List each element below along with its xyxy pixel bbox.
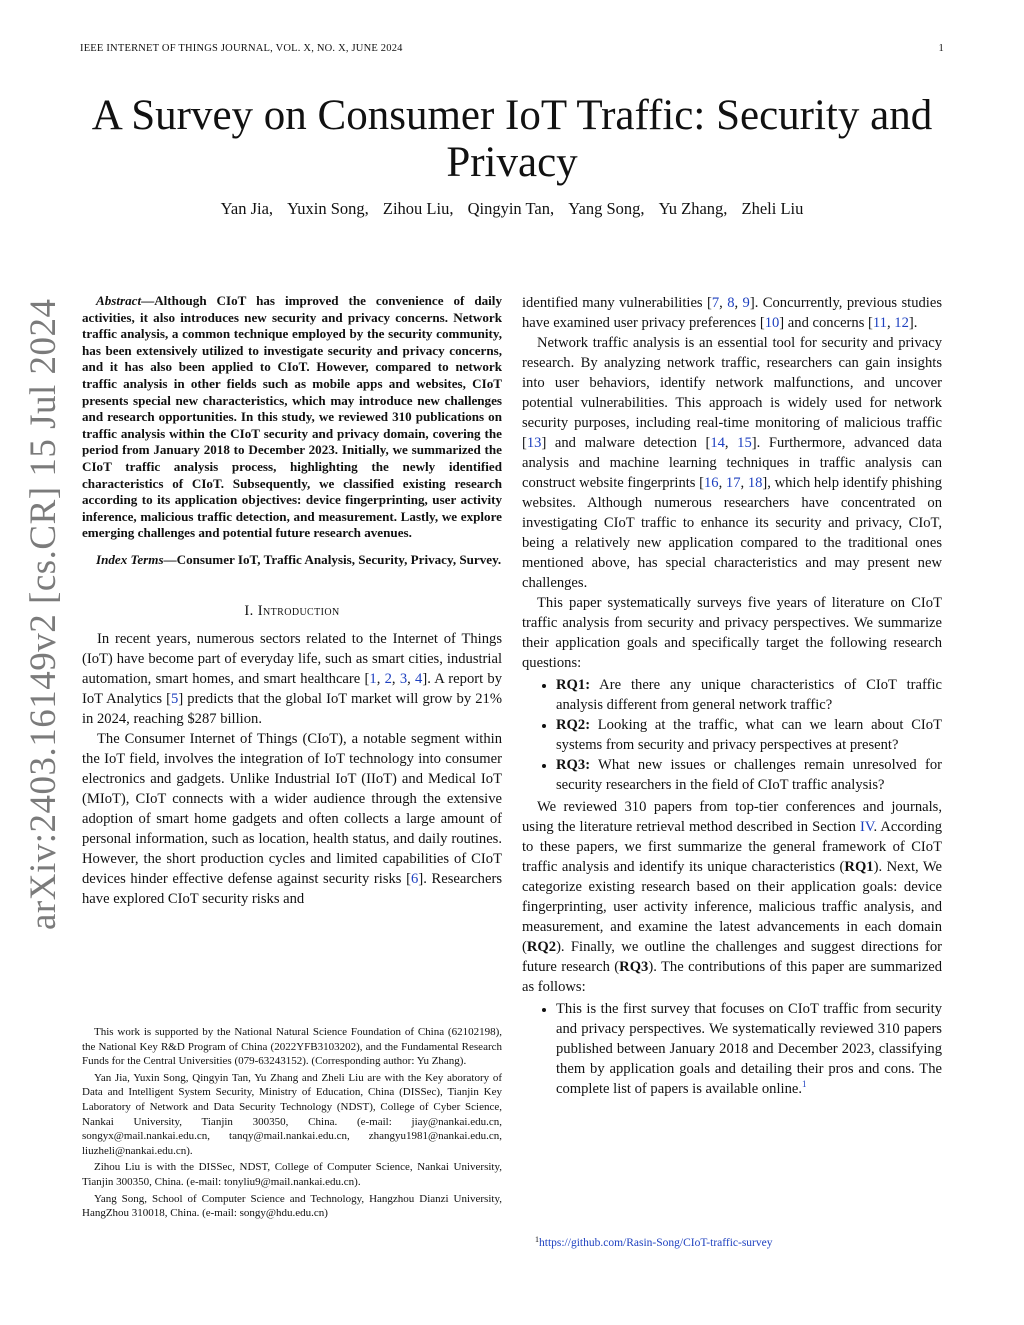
index-terms-label: Index Terms: [96, 551, 164, 567]
rq-ref: RQ2: [526, 939, 557, 955]
text-run: Network traffic analysis is an essential tool for security and privacy research. By analyzing network traffic, researchers can gain insights into user behaviors, identify network malfunctions, and uncover potential vulnerabilities. This approach is widely used for network security purposes, including real-time monitoring of malicious traffic [: [522, 335, 942, 451]
citation-link[interactable]: 17: [725, 475, 741, 491]
text-run: ]. Concurrently, previous studies have examined user privacy preferences [: [522, 295, 943, 331]
citation-link[interactable]: 11: [872, 315, 887, 331]
citation-link[interactable]: 14: [710, 435, 725, 451]
text-run: ). Finally, we outline the challenges and suggest directions for future research (: [522, 939, 942, 975]
text-run: We reviewed 310 papers from top-tier conferences and journals, using the literature retrieval method described in Section: [522, 799, 942, 835]
right-column: [522, 293, 942, 1101]
text-run: identified many vulnerabilities [: [522, 295, 712, 311]
author: Qingyin Tan,: [467, 199, 555, 218]
rq-label: RQ3:: [556, 757, 591, 773]
research-questions-list: [522, 675, 942, 795]
text-run: ]. Furthermore, advanced data analysis and machine learning techniques in traffic analysis can construct website fingerprints [: [522, 435, 943, 491]
footnote-affiliation: Yang Song, School of Computer Science and Technology, Hangzhou Dianzi University, HangZhou 310018, China. (e-mail: songy@hdu.edu.cn): [82, 1192, 502, 1220]
right-paragraph-2: Network traffic analysis is an essential tool for security and privacy research. By analyzing network traffic, researchers can gain insights into user behaviors, identify network malfunctions, and uncover potential vulnerabilities. This approach is widely used for network security purposes, including real-time monitoring of malicious traffic [13] and malware detection [14, 15]. Furthermore, advanced data analysis and machine learning techniques in traffic analysis can construct website fingerprints [16, 17, 18], which help identify phishing websites. Although numerous researchers have concentrated on investigating CIoT traffic to enhance its security and privacy, CIoT, being a relatively new application compared to the traditional ones mentioned above, has special characteristics and may present new challenges.: [522, 335, 943, 591]
journal-header: IEEE INTERNET OF THINGS JOURNAL, VOL. X, NO. X, JUNE 2024: [80, 43, 403, 54]
author: Yan Jia,: [220, 199, 274, 218]
text-run: ] and malware detection [: [541, 435, 711, 451]
github-link[interactable]: https://github.com/Rasin-Song/CIoT-traffic-survey: [539, 1237, 773, 1249]
right-paragraph-4: [522, 797, 942, 997]
footnote-affiliation: Yan Jia, Yuxin Song, Qingyin Tan, Yu Zhang and Zheli Liu are with the Key aboratory of Data and Intelligent System Security, Ministry of Education, China (DISSec), Tianjin Key Laboratory of Network and Data Security Technology (NDST), College of Cyber Science, Nankai University, Tianjin 300350, China. (e-mail: jiay@nankai.edu.cn, songyx@mail.nankai.edu.cn, tanqy@mail.nankai.edu.cn, zhangyu1981@nankai.edu.cn, liuzheli@nankai.edu.cn).: [82, 1071, 502, 1157]
list-item: [556, 755, 942, 795]
rq-ref: RQ1: [844, 859, 874, 875]
citation-link[interactable]: 18: [747, 475, 763, 491]
citation-link[interactable]: 3: [399, 670, 408, 687]
citation-link[interactable]: 10: [764, 315, 780, 331]
section-heading-introduction: [82, 601, 502, 621]
text-run: In recent years, numerous sectors related to the Internet of Things (IoT) have become part of everyday life, such as smart cities, industrial automation, smart homes, and smart healthcare [: [82, 630, 502, 687]
citation-link[interactable]: 4: [415, 670, 423, 687]
list-item: [556, 675, 942, 715]
index-terms-text: —Consumer IoT, Traffic Analysis, Security, Privacy, Survey.: [163, 551, 502, 567]
author: Yuxin Song,: [287, 199, 369, 218]
intro-paragraph-1: In recent years, numerous sectors related to the Internet of Things (IoT) have become part of everyday life, such as smart cities, industrial automation, smart homes, and smart healthcare [1, 2, 3, 4]. A report by IoT Analytics [5] predicts that the global IoT market will grow by 21% in 2024, reaching $287 billion.: [82, 630, 503, 727]
text-run: ). Next, We categorize existing research based on their application goals: device fingerprinting, user activity inference, malicious traffic analysis, and measurement, and examine the latest advancements in each domain (: [522, 859, 942, 955]
index-terms: [82, 552, 502, 569]
text-run: The Consumer Internet of Things (CIoT), a notable segment within the IoT field, involves the integration of IoT technology into consumer electronics and gadgets. Unlike Industrial IoT (IIoT) and Medical IoT (MIoT), CIoT connects with a wider audience through the extensive adoption of smart home gadgets and often collects a large amount of personal information, such as location, health status, and daily routines. However, the short production cycles and limited capabilities of CIoT devices hinder effective defense against security risks [: [82, 730, 502, 887]
citation-link[interactable]: 8: [727, 295, 735, 311]
intro-paragraph-2: [82, 729, 502, 909]
arxiv-stamp: arXiv:2403.16149v2 [cs.CR] 15 Jul 2024: [23, 298, 64, 930]
rq-text: Looking at the traffic, what can we learn about CIoT systems from security and privacy perspectives at present?: [556, 717, 942, 753]
text-run: ] and concerns [: [779, 315, 873, 331]
text-run: ). The contributions of this paper are summarized as follows:: [522, 959, 943, 995]
citation-link[interactable]: 6: [411, 870, 419, 887]
rq-label: RQ1:: [556, 677, 591, 693]
right-paragraph-3: This paper systematically surveys five years of literature on CIoT traffic analysis from security and privacy perspectives. We summarize their application goals and specifically target the following research questions:: [522, 595, 942, 671]
paper-title: A Survey on Consumer IoT Traffic: Security and Privacy: [91, 92, 933, 186]
link-footnote: [535, 1235, 773, 1249]
author-list: [60, 199, 964, 219]
list-item: [556, 999, 942, 1099]
text-run: . According to these papers, we first summarize the general framework of CIoT traffic analysis and identify its unique characteristics (: [522, 819, 942, 875]
text-run: ]. A report by IoT Analytics [: [82, 670, 503, 707]
rq-text: Are there any unique characteristics of CIoT traffic analysis different from general network traffic?: [556, 677, 942, 713]
abstract-text: —Although CIoT has improved the convenience of daily activities, it also introduces new security and privacy concerns. Network traffic analysis, a common technique employed by the security community, has been extensively utilized to investigate security and privacy concerns, and it has also been applied to CIoT. However, compared to network traffic analysis in other fields such as mobile apps and websites, CIoT presents special new characteristics, which may introduce new challenges and research opportunities. In this study, we reviewed 310 publications on traffic analysis within the CIoT security and privacy domain, covering the period from January 2018 to December 2023. Initially, we summarized the CIoT traffic analysis process, highlighting the newly identified characteristics of CIoT. Subsequently, we classified existing research according to its application objectives: device fingerprinting, user activity inference, malicious traffic detection, and measurement. Lastly, we explore emerging challenges and potential future research avenues.: [82, 293, 502, 541]
page-number: 1: [938, 43, 944, 54]
citation-link[interactable]: 16: [704, 475, 719, 491]
text-run: ] predicts that the global IoT market will grow by 21% in 2024, reaching $287 billion.: [82, 690, 502, 727]
citation-link[interactable]: 9: [742, 295, 750, 311]
citation-link[interactable]: 2: [384, 670, 392, 687]
right-paragraph-1: identified many vulnerabilities [7, 8, 9]. Concurrently, previous studies have examined user privacy preferences [10] and concerns [11, 12].: [522, 295, 943, 331]
footnote-marker[interactable]: 1: [802, 1079, 807, 1089]
section-link[interactable]: IV: [859, 819, 874, 835]
rq-text: What new issues or challenges remain unresolved for security researchers in the field of CIoT traffic analysis?: [556, 757, 942, 793]
author: Zheli Liu: [741, 199, 804, 218]
citation-link[interactable]: 15: [737, 435, 752, 451]
citation-link[interactable]: 13: [526, 435, 542, 451]
author: Yu Zhang,: [658, 199, 728, 218]
footnote-funding: This work is supported by the National Natural Science Foundation of China (62102198), the National Key R&D Program of China (2022YFB3103202), and the Fundamental Research Funds for the Central Universities (079-63243152). (Corresponding author: Yu Zhang).: [82, 1026, 502, 1068]
left-column: [82, 293, 502, 909]
citation-link[interactable]: 7: [711, 295, 720, 311]
author: Yang Song,: [568, 199, 645, 218]
rq-label: RQ2:: [556, 717, 591, 733]
running-head: [80, 43, 944, 54]
affiliation-footnotes: [82, 1025, 502, 1223]
section-title: Introduction: [257, 602, 340, 619]
list-item: [556, 715, 942, 755]
citation-link[interactable]: 1: [369, 670, 377, 687]
citation-link[interactable]: 5: [171, 690, 179, 707]
abstract-label: Abstract: [96, 293, 142, 308]
footnote-affiliation: Zihou Liu is with the DISSec, NDST, College of Computer Science, Nankai University, Tianjin 300350, China. (e-mail: tonyliu9@mail.nankai.edu.cn).: [82, 1161, 502, 1188]
rq-ref: RQ3: [619, 959, 649, 975]
contributions-list: [522, 999, 942, 1099]
text-run: ]. Researchers have explored CIoT security risks and: [82, 870, 503, 907]
abstract: [82, 293, 502, 542]
author: Zihou Liu,: [382, 199, 454, 218]
text-run: ].: [908, 315, 918, 331]
text-run: ], which help identify phishing websites. Although numerous researchers have concentrated on investigating CIoT traffic to enhance its security and privacy, CIoT, being a relatively new application compared to the traditional ones mentioned above, has special characteristics and may present new challenges.: [522, 475, 943, 591]
section-number: I.: [244, 602, 254, 619]
citation-link[interactable]: 12: [894, 315, 909, 331]
footnote-number: 1: [535, 1235, 539, 1244]
contribution-text: This is the first survey that focuses on CIoT traffic from security and privacy perspectives. We systematically reviewed 310 papers published between January 2018 and December 2023, classifying them by application goals and detailing their pros and cons. The complete list of papers is available online.: [556, 1001, 942, 1097]
